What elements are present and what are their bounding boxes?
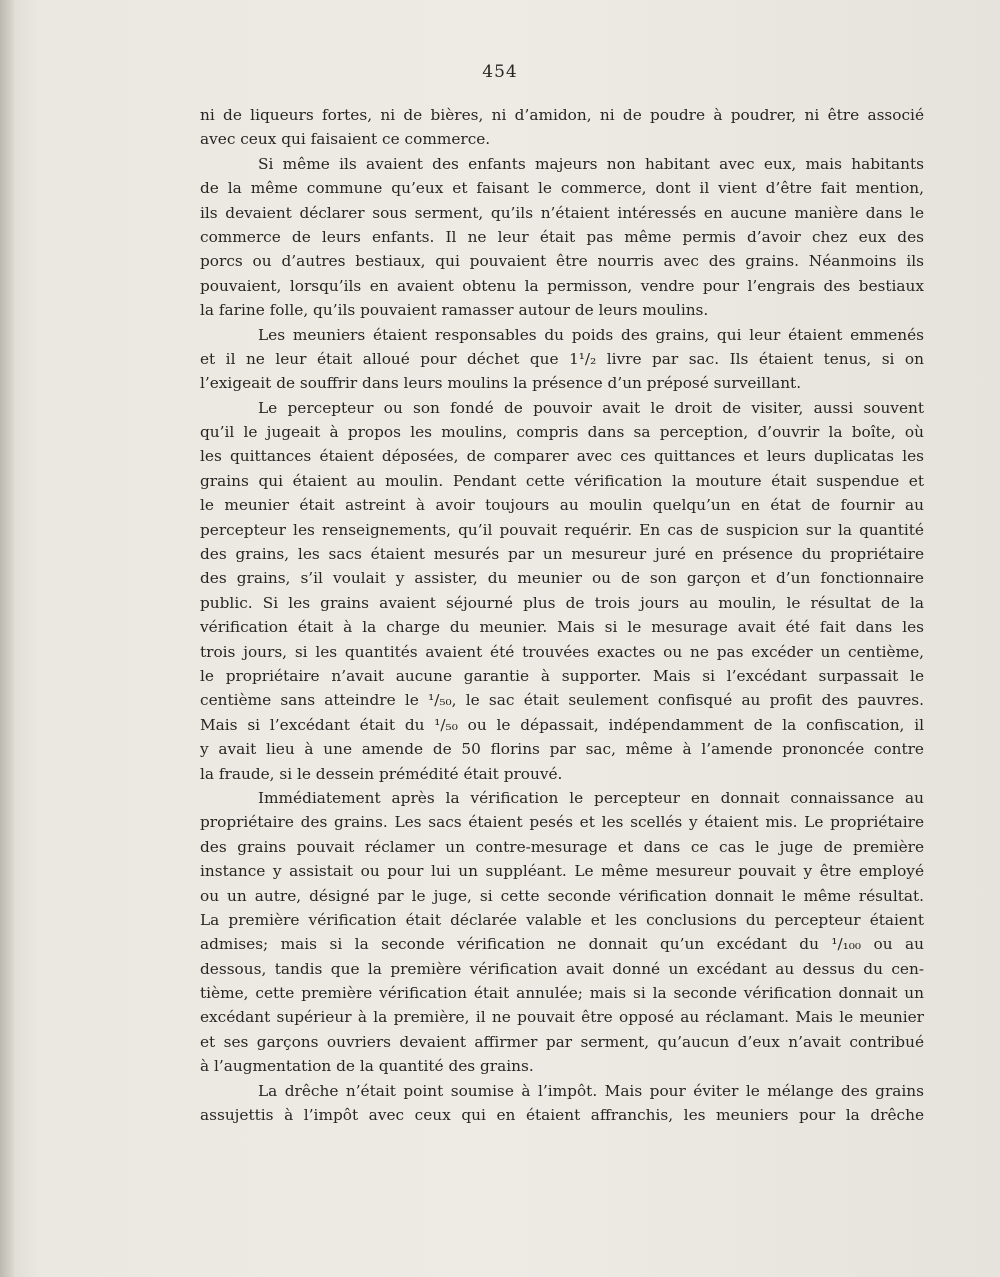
text-line: Les meuniers étaient responsables du poids des grains, qui leur étaient emmenés — [258, 325, 924, 344]
text-line: assujettis à l’impôt avec ceux qui en étaient affranchis, les meuniers pour la drêche — [200, 1106, 924, 1125]
body-text — [200, 103, 924, 1127]
text-line: ils devaient déclarer sous serment, qu’ils n’étaient intéressés en aucune manière dans le — [200, 203, 924, 222]
text-line: à l’augmentation de la quantité des grains. — [200, 1057, 534, 1076]
text-line: de la même commune qu’eux et faisant le commerce, dont il vient d’être fait mention, — [200, 179, 924, 198]
text-line: le propriétaire n’avait aucune garantie à supporter. Mais si l’excédant surpassait le — [200, 666, 924, 685]
text-line: Mais si l’excédant était du ¹/₅₀ ou le dépassait, indépendamment de la confiscation, il — [200, 715, 924, 734]
text-line: propriétaire des grains. Les sacs étaient pesés et les scellés y étaient mis. Le propriétaire — [200, 813, 924, 832]
text-line: la fraude, si le dessein prémédité était prouvé. — [200, 764, 563, 783]
text-line: des grains, les sacs étaient mesurés par un mesureur juré en présence du propriétaire — [200, 545, 924, 564]
text-line: ni de liqueurs fortes, ni de bières, ni d’amidon, ni de poudre à poudrer, ni être associé — [200, 106, 924, 124]
text-line: La drêche n’était point soumise à l’impôt. Mais pour éviter le mélange des grains — [258, 1081, 924, 1100]
text-line: tième, cette première vérification était annulée; mais si la seconde vérification donnait un — [200, 984, 924, 1003]
text-line: Le percepteur ou son fondé de pouvoir avait le droit de visiter, aussi souvent — [258, 398, 924, 417]
text-line: des grains pouvait réclamer un contre-mesurage et dans ce cas le juge de première — [200, 837, 924, 856]
text-line: Immédiatement après la vérification le percepteur en donnait connaissance au — [258, 788, 924, 807]
text-line: pouvaient, lorsqu’ils en avaient obtenu la permisson, vendre pour l’engrais des bestiaux — [200, 276, 924, 295]
text-line: les quittances étaient déposées, de comparer avec ces quittances et leurs duplicatas les — [200, 447, 924, 466]
text-line: Si même ils avaient des enfants majeurs non habitant avec eux, mais habitants — [258, 154, 924, 173]
text-line: centième sans atteindre le ¹/₅₀, le sac était seulement confisqué au profit des pauvres. — [200, 691, 924, 710]
text-line: admises; mais si la seconde vérification ne donnait qu’un excédant du ¹/₁₀₀ ou au — [200, 935, 924, 954]
text-line: public. Si les grains avaient séjourné plus de trois jours au moulin, le résultat de la — [200, 593, 924, 612]
text-line: instance y assistait ou pour lui un suppléant. Le même mesureur pouvait y être employé — [200, 862, 924, 881]
page-number: 454 — [482, 62, 518, 82]
text-line: l’exigeait de souffrir dans leurs moulins la présence d’un préposé surveillant. — [200, 374, 802, 393]
text-line: percepteur les renseignements, qu’il pouvait requérir. En cas de suspicion sur la quantité — [200, 520, 924, 539]
text-line: commerce de leurs enfants. Il ne leur était pas même permis d’avoir chez eux des — [200, 227, 924, 246]
text-line: dessous, tandis que la première vérification avait donné un excédant au dessus du cen- — [200, 959, 924, 978]
text-line: qu’il le jugeait à propos les moulins, compris dans sa perception, d’ouvrir la boîte, où — [200, 423, 924, 442]
text-line: porcs ou d’autres bestiaux, qui pouvaient être nourris avec des grains. Néanmoins ils — [200, 252, 924, 271]
text-line: ou un autre, désigné par le juge, si cette seconde vérification donnait le même résultat. — [200, 886, 924, 905]
text-line: des grains, s’il voulait y assister, du meunier ou de son garçon et d’un fonctionnaire — [200, 569, 924, 588]
text-line: avec ceux qui faisaient ce commerce. — [200, 130, 491, 149]
text-line: vérification était à la charge du meunier. Mais si le mesurage avait été fait dans les — [200, 618, 924, 637]
text-line: excédant supérieur à la première, il ne pouvait être opposé au réclamant. Mais le meunier — [200, 1008, 924, 1027]
text-line: le meunier était astreint à avoir toujours au moulin quelqu’un en état de fournir au — [200, 496, 924, 515]
page-spine-shadow — [0, 0, 14, 1277]
text-line: et il ne leur était alloué pour déchet que 1¹/₂ livre par sac. Ils étaient tenus, si on — [200, 349, 924, 368]
text-line: y avait lieu à une amende de 50 florins par sac, même à l’amende prononcée contre — [200, 740, 924, 759]
text-line: la farine folle, qu’ils pouvaient ramasser autour de leurs moulins. — [200, 301, 709, 320]
text-line: grains qui étaient au moulin. Pendant cette vérification la mouture était suspendue et — [200, 471, 924, 490]
text-line: trois jours, si les quantités avaient été trouvées exactes ou ne pas excéder un centième, — [200, 642, 924, 661]
text-line: et ses garçons ouvriers devaient affirmer par serment, qu’aucun d’eux n’avait contribué — [200, 1032, 924, 1051]
text-line: La première vérification était déclarée valable et les conclusions du percepteur étaient — [200, 910, 924, 929]
